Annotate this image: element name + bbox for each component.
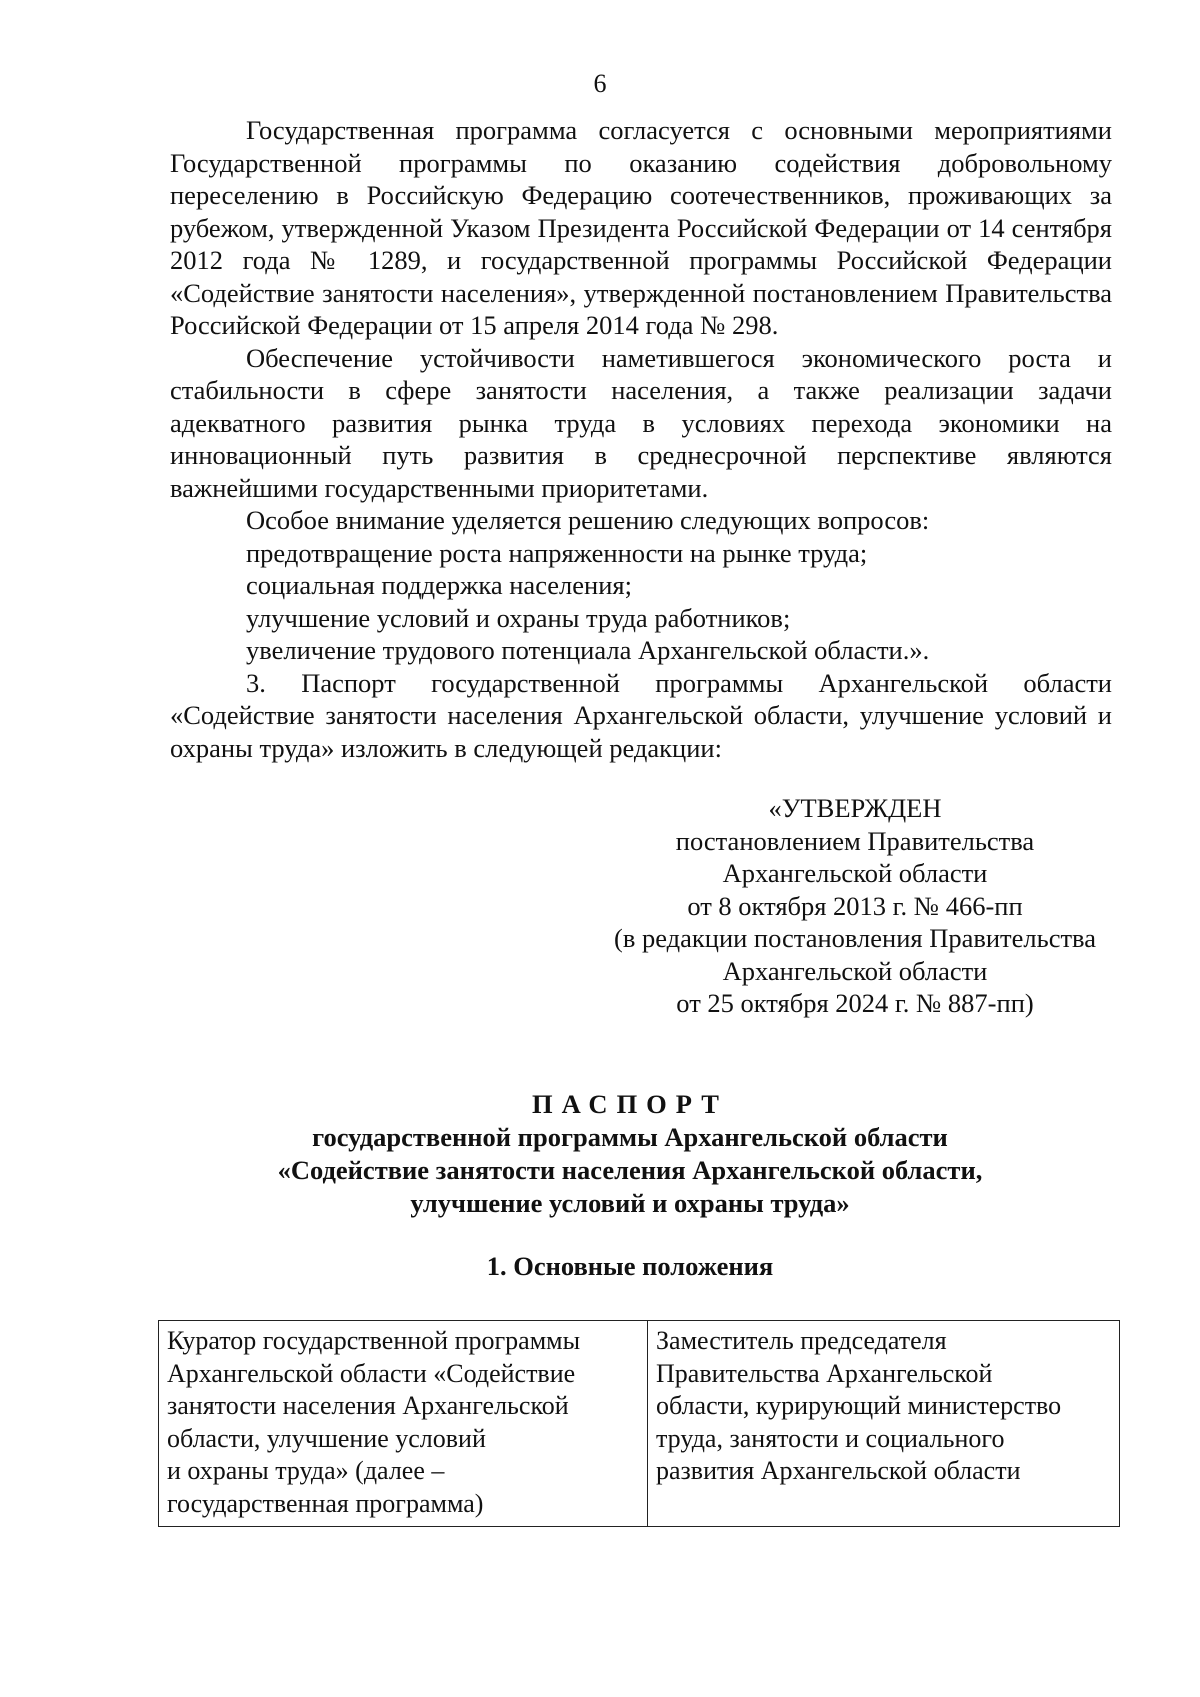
paragraph-program-alignment: Государственная программа согласуется с основными мероприятиями Государственной программы по оказанию содействия добровольному переселению в Российскую Федерацию соотечественников, проживающих за рубежом, утвержденной Указом Президента Российской Федерации от 14 сентября 2012 года № 1289, и государственной программы Российской Федерации «Содействие занятости населения», утвержденной постановлением Правительства Российской Федерации от 15 апреля 2014 года № 298. <box>170 115 1112 340</box>
section-title: 1. Основные положения <box>486 1251 774 1281</box>
approval-line: от 8 октября 2013 г. № 466-пп <box>687 890 1023 921</box>
passport-subtitle-line: «Содействие занятости населения Архангельской области, <box>277 1155 983 1185</box>
approval-block <box>580 792 1130 1020</box>
page-number: 6 <box>593 69 607 98</box>
main-provisions-table <box>158 1320 1120 1527</box>
focus-item: увеличение трудового потенциала Архангельской области.». <box>246 635 930 665</box>
document-body <box>170 114 1112 764</box>
passport-title: ПАСПОРТ <box>532 1089 728 1119</box>
passport-heading <box>150 1088 1110 1220</box>
approval-line: Архангельской области <box>722 858 988 888</box>
focus-item: социальная поддержка населения; <box>246 570 632 600</box>
table-cell-value: Заместитель председателя Правительства Архангельской области, курирующий министерство труда, занятости и социального развития Архангельской области <box>648 1321 1120 1527</box>
approval-line: «УТВЕРЖДЕН <box>768 793 942 823</box>
passport-subtitle-line: улучшение условий и охраны труда» <box>410 1188 850 1218</box>
approval-line: Архангельской области <box>722 955 988 986</box>
paragraph-priorities: Обеспечение устойчивости наметившегося экономического роста и стабильности в сфере занятости населения, а также реализации задачи адекватного развития рынка труда в условиях перехода экономики на инновационный путь развития в среднесрочной перспективе являются важнейшими государственными приоритетами. <box>170 342 1112 503</box>
approval-line: постановлением Правительства <box>675 825 1035 856</box>
focus-item: улучшение условий и охраны труда работников; <box>246 602 791 633</box>
passport-subtitle-line: государственной программы Архангельской области <box>312 1122 948 1152</box>
approval-line: (в редакции постановления Правительства <box>614 923 1096 953</box>
paragraph-item-3: 3. Паспорт государственной программы Архангельской области «Содействие занятости населения Архангельской области, улучшение условий и охраны труда» изложить в следующей редакции: <box>170 667 1112 763</box>
table-row <box>159 1321 1120 1527</box>
focus-item: предотвращение роста напряженности на рынке труда; <box>246 537 868 568</box>
focus-intro: Особое внимание уделяется решению следующих вопросов: <box>246 505 930 535</box>
approval-line: от 25 октября 2024 г. № 887-пп) <box>676 988 1034 1018</box>
table-cell-label: Куратор государственной программы Архангельской области «Содействие занятости населения Архангельской области, улучшение условий и охраны труда» (далее – государственная программа) <box>159 1321 648 1527</box>
